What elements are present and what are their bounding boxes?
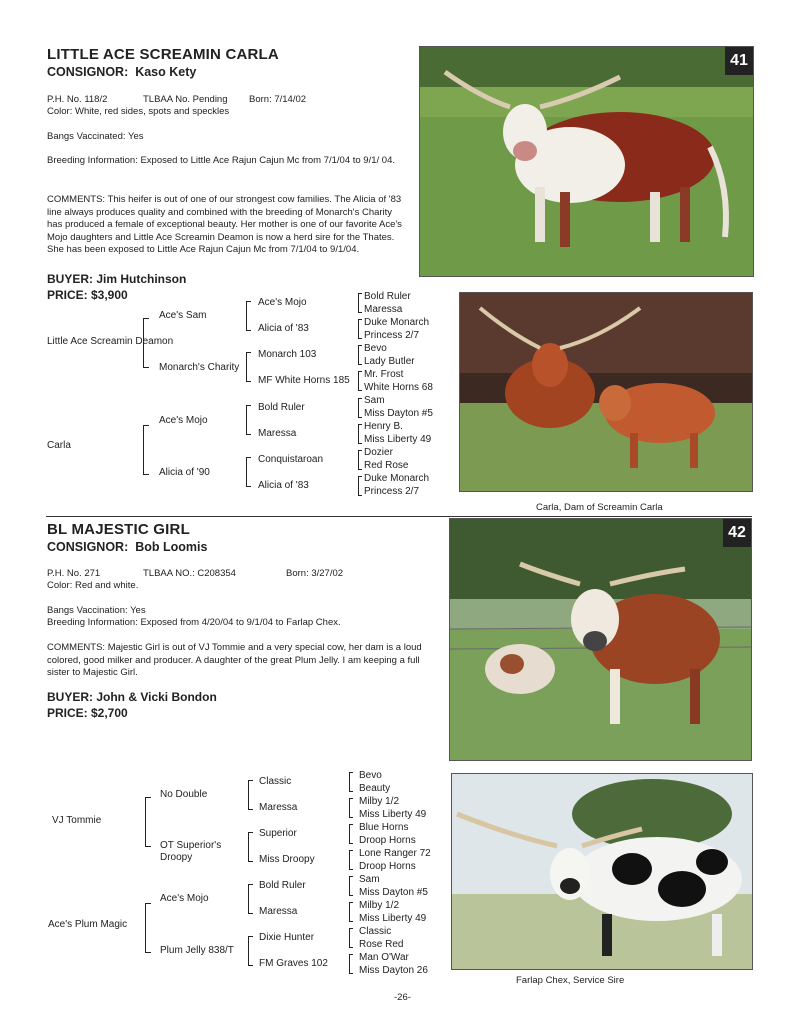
pedigree-g4: Bevo bbox=[364, 343, 387, 354]
lot42-photo-caption: Farlap Chex, Service Sire bbox=[516, 975, 625, 986]
bracket bbox=[145, 903, 151, 953]
lot41-price: PRICE: $3,900 bbox=[47, 288, 128, 302]
lot42-comments: COMMENTS: Majestic Girl is out of VJ Tommie and a very special cow, her dam is a loud colored, good milker and producer. A daughter of the great Plum Jelly. I am keeping a full sister to Majestic Girl. bbox=[47, 642, 422, 679]
bracket bbox=[246, 352, 251, 382]
bracket bbox=[145, 797, 151, 847]
pedigree-g3: Ace's Mojo bbox=[258, 297, 307, 308]
pedigree-g3: Dixie Hunter bbox=[259, 932, 315, 943]
pedigree-g4: Duke Monarch bbox=[364, 317, 430, 328]
pedigree-g3: Maressa bbox=[258, 428, 297, 439]
pedigree-g4: Miss Dayton 26 bbox=[359, 965, 428, 976]
lot42-buyer: BUYER: John & Vicki Bondon bbox=[47, 690, 217, 704]
pedigree-g4: Princess 2/7 bbox=[364, 486, 420, 497]
pedigree-g4: Miss Liberty 49 bbox=[359, 913, 427, 924]
pedigree-g4: Princess 2/7 bbox=[364, 330, 420, 341]
consignor-name: Bob Loomis bbox=[135, 540, 208, 554]
bracket bbox=[248, 832, 253, 862]
pedigree-g3: Maressa bbox=[259, 906, 298, 917]
pedigree-sire: VJ Tommie bbox=[52, 815, 102, 826]
pedigree-dam: Carla bbox=[47, 440, 71, 451]
pedigree-g4: Milby 1/2 bbox=[359, 796, 400, 807]
lot41-breeding: Breeding Information: Exposed to Little Ace Rajun Cajun Mc from 7/1/04 to 9/1/ 04. bbox=[47, 155, 396, 166]
bracket bbox=[349, 876, 353, 896]
lot42-cow-photo bbox=[449, 518, 752, 761]
bracket bbox=[349, 798, 353, 818]
bracket bbox=[358, 371, 362, 391]
pedigree-g4: Blue Horns bbox=[359, 822, 409, 833]
bracket bbox=[358, 345, 362, 365]
pedigree-g4: Bold Ruler bbox=[364, 291, 411, 302]
pedigree-g4: Beauty bbox=[359, 783, 391, 794]
bracket bbox=[143, 425, 149, 475]
pedigree-g4: Bevo bbox=[359, 770, 382, 781]
pedigree-g4: Miss Dayton #5 bbox=[359, 887, 428, 898]
pedigree-g4: Mr. Frost bbox=[364, 369, 404, 380]
lot41-color: Color: White, red sides, spots and speckles bbox=[47, 106, 230, 117]
bracket bbox=[349, 928, 353, 948]
pedigree-g3: Alicia of '83 bbox=[258, 323, 309, 334]
lot42-breeding: Breeding Information: Exposed from 4/20/04 to 9/1/04 to Farlap Chex. bbox=[47, 617, 341, 628]
pedigree-g4: Miss Dayton #5 bbox=[364, 408, 433, 419]
lot42-price: PRICE: $2,700 bbox=[47, 706, 128, 720]
pedigree-g2: Alicia of '90 bbox=[159, 467, 210, 478]
pedigree-g4: Rose Red bbox=[359, 939, 404, 950]
lot42-born: Born: 3/27/02 bbox=[286, 568, 344, 579]
lot42-sire-photo bbox=[451, 773, 753, 970]
pedigree-g4: Droop Horns bbox=[359, 835, 416, 846]
bracket bbox=[248, 936, 253, 966]
pedigree-g4: Sam bbox=[364, 395, 385, 406]
section-divider bbox=[46, 516, 752, 517]
bracket bbox=[349, 824, 353, 844]
bracket bbox=[349, 954, 353, 974]
lot41-tlbaa: TLBAA No. Pending bbox=[143, 94, 228, 105]
lot41-comments: COMMENTS: This heifer is out of one of our strongest cow families. The Alicia of '83 line always produces quality and combined with the breeding of Monarch's Charity has produced a female of exceptional beauty. Her mother is one of our favorite Ace's Mojo daughters and Little Ace Screamin Deamon is now a herd sire for the Thates. She has been exposed to Little Ace Rajun Cajun Mc from 7/1/04 to 9/1/04. bbox=[47, 194, 402, 256]
pedigree-g4: Lone Ranger 72 bbox=[359, 848, 431, 859]
pedigree-g3: Monarch 103 bbox=[258, 349, 317, 360]
pedigree-g2: Ace's Sam bbox=[159, 310, 207, 321]
pedigree-g4: Lady Butler bbox=[364, 356, 415, 367]
pedigree-dam: Ace's Plum Magic bbox=[48, 919, 128, 930]
bracket bbox=[246, 457, 251, 487]
lot41-photo-caption: Carla, Dam of Screamin Carla bbox=[536, 502, 663, 513]
longhorn-cow-image bbox=[450, 519, 751, 760]
consignor-label: CONSIGNOR: bbox=[47, 540, 129, 554]
pedigree-g2: Ace's Mojo bbox=[159, 415, 208, 426]
pedigree-g4: Dozier bbox=[364, 447, 393, 458]
pedigree-g3: Classic bbox=[259, 776, 292, 787]
pedigree-g3: MF White Horns 185 bbox=[258, 375, 350, 386]
black-white-bull-image bbox=[452, 774, 752, 969]
lot41-consignor-row bbox=[47, 65, 196, 79]
pedigree-g3: Bold Ruler bbox=[259, 880, 306, 891]
pedigree-g3: Superior bbox=[259, 828, 297, 839]
pedigree-g2: Plum Jelly 838/T bbox=[160, 945, 234, 956]
consignor-label: CONSIGNOR: bbox=[47, 65, 129, 79]
bracket bbox=[143, 318, 149, 368]
bracket bbox=[246, 405, 251, 435]
lot41-bangs: Bangs Vaccinated: Yes bbox=[47, 131, 144, 142]
pedigree-g4: Miss Liberty 49 bbox=[364, 434, 432, 445]
lot42-title: BL MAJESTIC GIRL bbox=[47, 521, 190, 538]
lot41-dam-photo bbox=[459, 292, 753, 492]
lot41-born: Born: 7/14/02 bbox=[249, 94, 307, 105]
bracket bbox=[349, 902, 353, 922]
bracket bbox=[358, 398, 362, 418]
pedigree-g3: Bold Ruler bbox=[258, 402, 305, 413]
bracket bbox=[358, 424, 362, 444]
pedigree-g3: Conquistaroan bbox=[258, 454, 324, 465]
pedigree-g2: Monarch's Charity bbox=[159, 362, 240, 373]
lot41-title: LITTLE ACE SCREAMIN CARLA bbox=[47, 46, 279, 63]
bracket bbox=[358, 293, 362, 313]
bracket bbox=[349, 850, 353, 870]
lot42-consignor-row bbox=[47, 540, 207, 554]
lot41-cow-photo bbox=[419, 46, 754, 277]
bracket bbox=[358, 476, 362, 496]
pedigree-g4: Classic bbox=[359, 926, 392, 937]
pedigree-sire: Little Ace Screamin Deamon bbox=[47, 336, 174, 347]
longhorn-cow-image bbox=[420, 47, 753, 276]
bracket bbox=[248, 884, 253, 914]
pedigree-g3: FM Graves 102 bbox=[259, 958, 328, 969]
consignor-name: Kaso Kety bbox=[135, 65, 197, 79]
pedigree-g4: Duke Monarch bbox=[364, 473, 430, 484]
pedigree-g4: Droop Horns bbox=[359, 861, 416, 872]
lot41-ph-no: P.H. No. 118/2 bbox=[47, 94, 108, 105]
pedigree-g4: Red Rose bbox=[364, 460, 409, 471]
bracket bbox=[349, 772, 353, 792]
pedigree-g3: Alicia of '83 bbox=[258, 480, 309, 491]
pedigree-g3: Maressa bbox=[259, 802, 298, 813]
pedigree-g4: Miss Liberty 49 bbox=[359, 809, 427, 820]
pedigree-g2: OT Superior's Droopy bbox=[160, 840, 222, 863]
pedigree-g4: Sam bbox=[359, 874, 380, 885]
pedigree-g4: White Horns 68 bbox=[364, 382, 433, 393]
bracket bbox=[248, 780, 253, 810]
pedigree-g4: Maressa bbox=[364, 304, 403, 315]
lot42-color: Color: Red and white. bbox=[47, 580, 139, 591]
pedigree-g2: No Double bbox=[160, 789, 208, 800]
page-number: -26- bbox=[394, 992, 411, 1003]
lot42-tlbaa: TLBAA NO.: C208354 bbox=[143, 568, 236, 579]
lot41-buyer: BUYER: Jim Hutchinson bbox=[47, 272, 187, 286]
lot-number-badge: 41 bbox=[725, 47, 753, 75]
lot42-ph-no: P.H. No. 271 bbox=[47, 568, 101, 579]
cow-and-calf-image bbox=[460, 293, 752, 491]
pedigree-g2: Ace's Mojo bbox=[160, 893, 209, 904]
pedigree-g4: Man O'War bbox=[359, 952, 409, 963]
lot42-bangs: Bangs Vaccination: Yes bbox=[47, 605, 146, 616]
lot-number-badge: 42 bbox=[723, 519, 751, 547]
pedigree-g4: Henry B. bbox=[364, 421, 403, 432]
pedigree-g4: Milby 1/2 bbox=[359, 900, 400, 911]
bracket bbox=[358, 450, 362, 470]
bracket bbox=[246, 301, 251, 331]
bracket bbox=[358, 319, 362, 339]
pedigree-g3: Miss Droopy bbox=[259, 854, 315, 865]
